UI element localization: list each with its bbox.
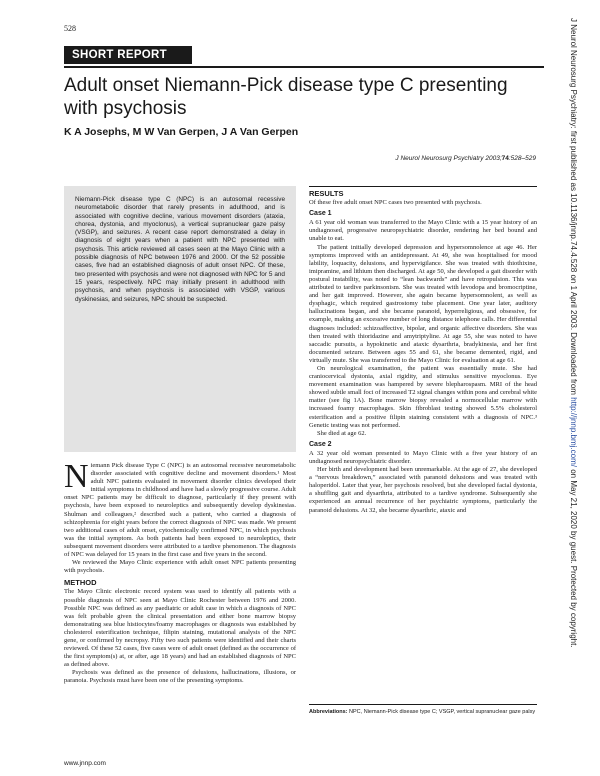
author-list: K A Josephs, M W Van Gerpen, J A Van Gerpen xyxy=(64,126,299,138)
citation-journal: J Neurol Neurosurg Psychiatry xyxy=(395,155,484,162)
case2-heading: Case 2 xyxy=(309,440,332,448)
watermark-prefix: J Neurol Neurosurg Psychiatry: first published as 10.1136/jnnp.74.4.528 on 1 April 2003. Downloaded from xyxy=(569,18,578,398)
abbreviations-note xyxy=(309,709,537,716)
abstract-box xyxy=(64,186,296,452)
citation-pages: :528–529 xyxy=(508,155,536,162)
drop-cap: N xyxy=(64,458,89,495)
method-paragraph-2: Psychosis was defined as the presence of delusions, hallucinations, illusions, or paranoia. Psychosis must have been one of the presenting symptoms. xyxy=(64,669,296,685)
article-title: Adult onset Niemann-Pick disease type C presenting with psychosis xyxy=(64,75,508,119)
citation-volume: 74 xyxy=(501,155,509,162)
download-watermark xyxy=(569,18,578,776)
citation-year: 2003; xyxy=(485,155,502,162)
abbreviations-label: Abbreviations: xyxy=(309,709,348,715)
case1-paragraph-3: On neurological examination, the patient was essentially mute. She had craniocervical dystonia, axial rigidity, and stimulus sensitive myoclonus. Eye movement examination was hampered by severe blepharospasm. MRI of the head showed subtle small foci of increased T2 signal changes within pons and cerebral white matter (see fig 1A). Bone marrow biopsy revealed a normocellular marrow with increased foamy macrophages. Skin fibroblast testing showed 5.5% cholesterol esterification and a positive filipin staining consistent with a diagnosis of NPC.³ Genetic testing was not performed. xyxy=(309,364,537,429)
header-divider xyxy=(64,66,544,68)
abbreviations-divider xyxy=(309,704,537,705)
case2-paragraph-2: Her birth and development had been unremarkable. At the age of 27, she developed a “nervous breakdown,” associated with paranoid delusions and was treated with haloperidol. Later that year, her psychosis resolved, but she developed facial dystonia, a shuffling gait and dysarthria, attributed to a tardive syndrome. Subsequently she experienced an annual recurrence of her psychiatric symptoms, particularly the paranoid delusions. At 32, she became dysarthric, ataxic and xyxy=(309,466,537,514)
case1-heading: Case 1 xyxy=(309,210,332,218)
method-heading: METHOD xyxy=(64,578,97,588)
case2-paragraph-1: A 32 year old woman presented to Mayo Clinic with a five year history of an undiagnosed neuropsychiatric disorder. xyxy=(309,449,537,465)
method-paragraph-1: The Mayo Clinic electronic record system was used to identify all patients with a possible diagnosis of NPC seen at Mayo Clinic Rochester between 1976 and 2000. Possible NPC was defined as any paediatric or adult case in which a diagnosis of NPC was felt probable given the clinical presentation and either bone marrow biopsy demonstrating sea blue histiocytes/foamy macrophages or diagnosis was established by cholesterol esterification technique, filipin staining, mutational analysis of the NPC gene, or confirmed by necropsy. Fifty two such patients were identified and their charts reviewed. Of these 52 cases, five cases were of adult onset (defined as the occurrence of the first symptom(s) at, or after, age 18 years) and had an established diagnosis of NPC as defined above. xyxy=(64,588,296,669)
right-column xyxy=(309,186,537,515)
abstract-text: Niemann-Pick disease type C (NPC) is an autosomal recessive neurometabolic disorder that rarely presents in adulthood, and is associated with cognitive decline, various movement disorders (ataxia, chorea, dystonia, and myoclonus), a vertical supranuclear gaze palsy (VSGP), and seizures. A recent case report demonstrated a delay in diagnosis of eight years when a patient with NPC presented with psychosis. This article reviewed all cases seen at the Mayo Clinic with a possible diagnosis of NPC between 1976 and 2000. Of the 52 possible cases, five had an established diagnosis of adult onset NPC. Of these, two presented with psychosis and were not diagnosed with NPC for 5 and 15 years, respectively. NPC may initially present in adulthood with psychosis, and when psychosis is associated with VSGP, various dyskinesias, and seizures, NPC should be suspected. xyxy=(75,196,285,303)
case1-paragraph-2: The patient initially developed depression and hypersomnolence at age 46. Her symptoms improved with an antidepressant. At 49, she was hospitalised for mood lability, loquacity, delusions, and hypervigilance. She was treated with thiothixine, imipramine, and lithium then discharged. At age 50, she developed a gait disorder with postural instability, was noted to “lean backwards” and have retropulsion. This was attributed to tardive parkinsonism. She was treated with levodopa and bromocriptine, and her gait improved. However, she again became hypersomnolent, as well as dysphagic, which required gastrostomy tube placement. One year later, auditory hallucinations began, and she became paranoid, hyperreligious, and obsessive, for example, making an excessive number of long distance telephone calls. Her differential diagnoses included: schizoaffective, bipolar, and organic affective disorders. She was then treated with thioridazine and amytriptyline. At age 55, she was noted to have saccadic pursuits, a hypokinetic and ataxic dysarthria, bradykinesia, and her first documented seizure. Between ages 55 and 61, she became demented, rigid, and virtually mute. She was transferred to the Mayo Clinic for evaluation at age 61. xyxy=(309,243,537,364)
intro-paragraph-2: We reviewed the Mayo Clinic experience with adult onset NPC patients presenting with psychosis. xyxy=(64,559,296,575)
watermark-link[interactable]: http://jnnp.bmj.com/ xyxy=(569,397,578,467)
abbreviations-text: NPC, Niemann-Pick disease type C; VSGP, vertical supranuclear gaze palsy xyxy=(349,709,536,715)
section-label: SHORT REPORT xyxy=(64,46,192,64)
case1-paragraph-4: She died at age 62. xyxy=(317,429,367,437)
intro-text: iemann Pick disease Type C (NPC) is an autosomal recessive neurometabolic disorder associated with cognitive decline and movement disorders.¹ Most adult NPC patients evaluated in movement disorder clinics developed their initial symptoms in childhood and have had a slowly progressive course. Adult onset NPC patients may be difficult to diagnose, particularly if they present with psychosis, have been exposed to neuroleptics and subsequently develop dyskinesias. Shulman and colleagues,² described such a patient, who carried a diagnosis of schizophrenia for eight years before the correct diagnosis of NPC was made. We present two additional cases of adult onset, cytochemically confirmed NPC, in which psychosis was the initial symptom. As both patients had been exposed to neuroleptics, their subsequent movement disorders were attributed to a tardive phenomenon. The diagnosis of NPC was delayed for 15 years in the first case and five years in the second. xyxy=(64,462,296,559)
results-divider xyxy=(309,186,537,187)
watermark-suffix: on May 21, 2020 by guest. Protected by copyright. xyxy=(569,467,578,648)
case1-paragraph-1: A 61 year old woman was transferred to the Mayo Clinic with a 15 year history of an undiagnosed, progressive neuropsychiatric disorder, rendering her bed bound and unable to eat. xyxy=(309,219,537,243)
results-intro: Of these five adult onset NPC cases two presented with psychosis. xyxy=(309,199,482,207)
journal-citation xyxy=(395,155,536,162)
intro-paragraph xyxy=(64,458,296,559)
results-heading: RESULTS xyxy=(309,189,344,198)
footer-url[interactable]: www.jnnp.com xyxy=(64,760,106,767)
page-number: 528 xyxy=(64,24,76,33)
left-column xyxy=(64,458,296,686)
